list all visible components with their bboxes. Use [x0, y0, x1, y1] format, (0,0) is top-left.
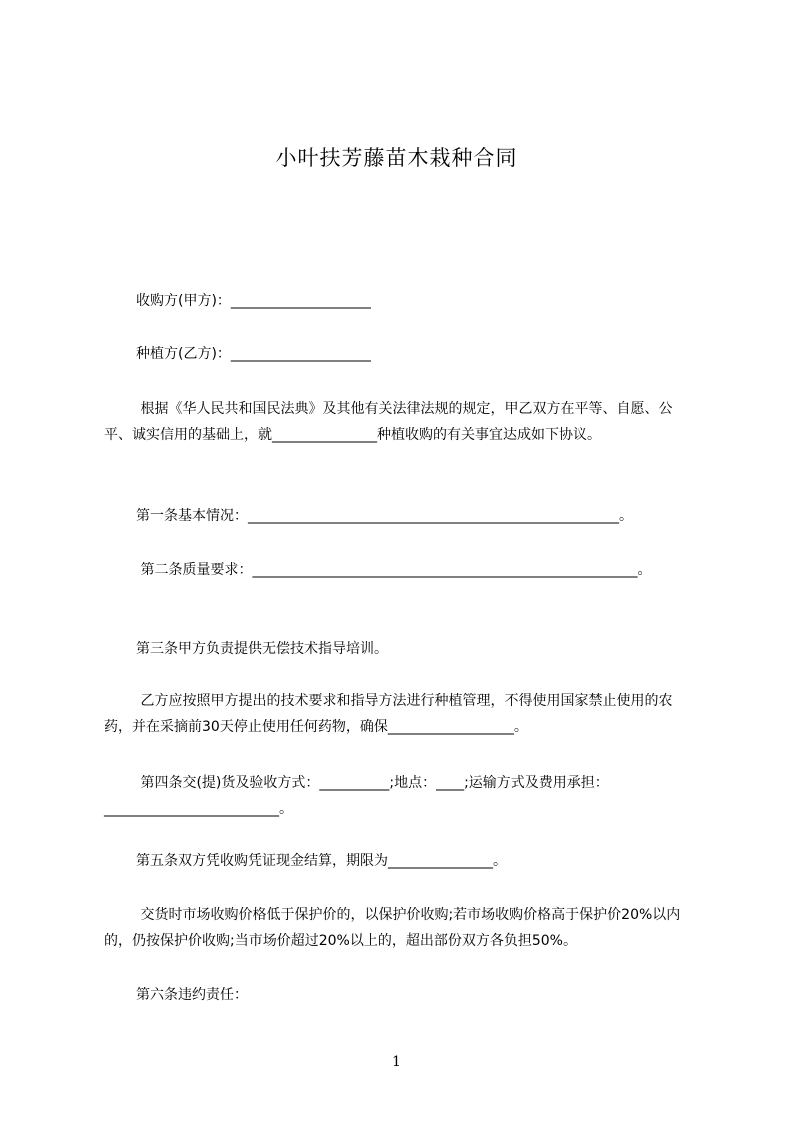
- article-1-basic-info: 第一条基本情况：_____________________________________________________。: [136, 508, 633, 524]
- article-3-cultivation: 乙方应按照甲方提出的技术要求和指导方法进行种植管理，不得使用国家禁止使用的农药，并在采摘前30天停止使用任何药物，确保__________________。: [104, 693, 673, 735]
- article-2-quality: 第二条质量要求：_______________________________________________________。: [136, 562, 652, 578]
- grower-party-line: 种植方(乙方)：____________________: [136, 346, 371, 362]
- article-5-pricing: 交货时市场收购价格低于保护价的，以保护价收购;若市场收购价格高于保护价20%以内的，仍按保护价收购;当市场价超过20%以上的，超出部份双方各负担50%。: [104, 907, 681, 949]
- article-4-delivery: 第四条交(提)货及验收方式：__________;地点：____;运输方式及费用承担：_________________________。: [104, 775, 609, 817]
- article-3-training: 第三条甲方负责提供无偿技术指导培训。: [136, 641, 388, 657]
- document-title: 小叶扶芳藤苗木栽种合同: [275, 146, 518, 170]
- buyer-party-line: 收购方(甲方)：____________________: [136, 293, 371, 309]
- page-number: 1: [392, 1054, 401, 1070]
- article-6-liability: 第六条违约责任：: [136, 987, 248, 1003]
- article-5-settlement: 第五条双方凭收购凭证现金结算，期限为_______________。: [136, 853, 507, 869]
- preamble-paragraph: 根据《华人民共和国民法典》及其他有关法律法规的规定，甲乙双方在平等、自愿、公平、诚实信用的基础上，就_______________种植收购的有关事宜达成如下协议。: [104, 401, 673, 443]
